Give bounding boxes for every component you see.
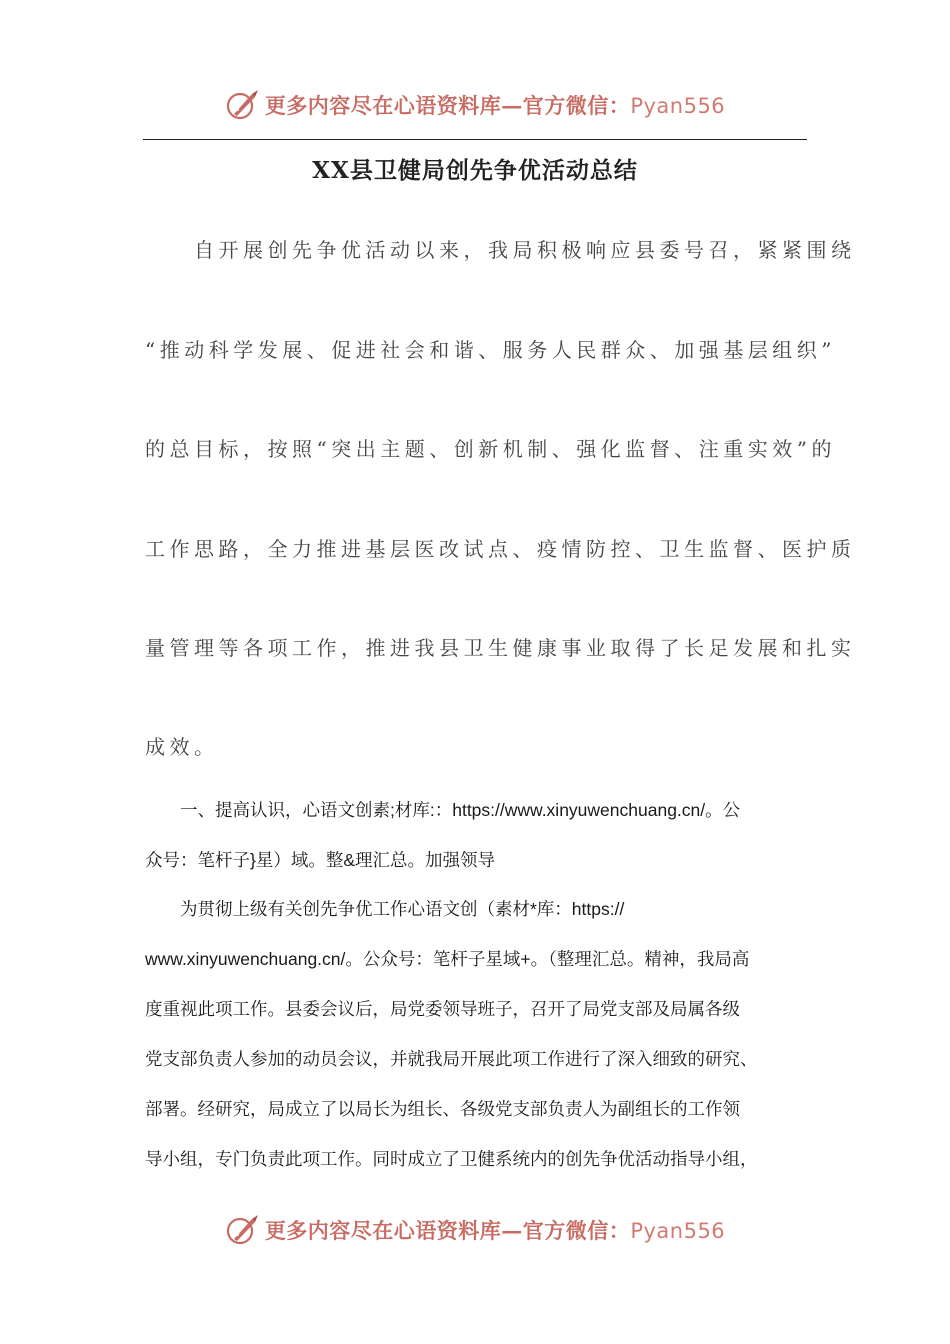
intro-line: 工作思路，全力推进基层医改试点、疫情防控、卫生监督、医护质 bbox=[145, 537, 856, 561]
footer-banner-wechat-id: Pyan556 bbox=[630, 1219, 726, 1243]
quill-logo-icon bbox=[225, 1213, 259, 1247]
intro-line: “推动科学发展、促进社会和谐、服务人民群众、加强基层组织” bbox=[145, 338, 836, 362]
section-heading-line: 一、提高认识，心语文创素;材库:：https://www.xinyuwenchuang.cn/。公 bbox=[145, 800, 741, 820]
body-line: 度重视此项工作。县委会议后，局党委领导班子，召开了局党支部及局属各级 bbox=[145, 999, 740, 1019]
body-line: 部署。经研究，局成立了以局长为组长、各级党支部负责人为副组长的工作领 bbox=[145, 1099, 740, 1119]
section-heading-line: 众号：笔杆子}星）域。整&理汇总。加强领导 bbox=[145, 850, 496, 870]
intro-line: 成效。 bbox=[145, 735, 219, 759]
quill-logo-icon bbox=[225, 88, 259, 122]
body-line: 为贯彻上级有关创先争优工作心语文创（素材*库：https:// bbox=[145, 899, 625, 919]
body-line: www.xinyuwenchuang.cn/。公众号：笔杆子星域+。（整理汇总。精神，我局高 bbox=[145, 949, 750, 969]
footer-banner bbox=[0, 1205, 950, 1255]
footer-banner-content bbox=[225, 1213, 725, 1247]
header-banner-wechat-id: Pyan556 bbox=[630, 94, 726, 118]
footer-banner-label: 更多内容尽在心语资料库—官方微信： bbox=[264, 1218, 631, 1243]
header-banner-label: 更多内容尽在心语资料库—官方微信： bbox=[264, 93, 631, 118]
body-line: 党支部负责人参加的动员会议，并就我局开展此项工作进行了深入细致的研究、 bbox=[145, 1049, 758, 1069]
header-banner bbox=[0, 80, 950, 130]
header-divider bbox=[143, 139, 807, 140]
intro-line: 自开展创先争优活动以来，我局积极响应县委号召，紧紧围绕 bbox=[145, 238, 856, 262]
footer-banner-text bbox=[265, 1215, 725, 1245]
intro-line: 量管理等各项工作，推进我县卫生健康事业取得了长足发展和扎实 bbox=[145, 636, 856, 660]
header-banner-content bbox=[225, 88, 725, 122]
document-title: XX县卫健局创先争优活动总结 bbox=[312, 157, 638, 184]
intro-line: 的总目标，按照“突出主题、创新机制、强化监督、注重实效”的 bbox=[145, 437, 836, 461]
body-line: 导小组，专门负责此项工作。同时成立了卫健系统内的创先争优活动指导小组， bbox=[145, 1149, 758, 1169]
header-banner-text bbox=[265, 90, 725, 120]
